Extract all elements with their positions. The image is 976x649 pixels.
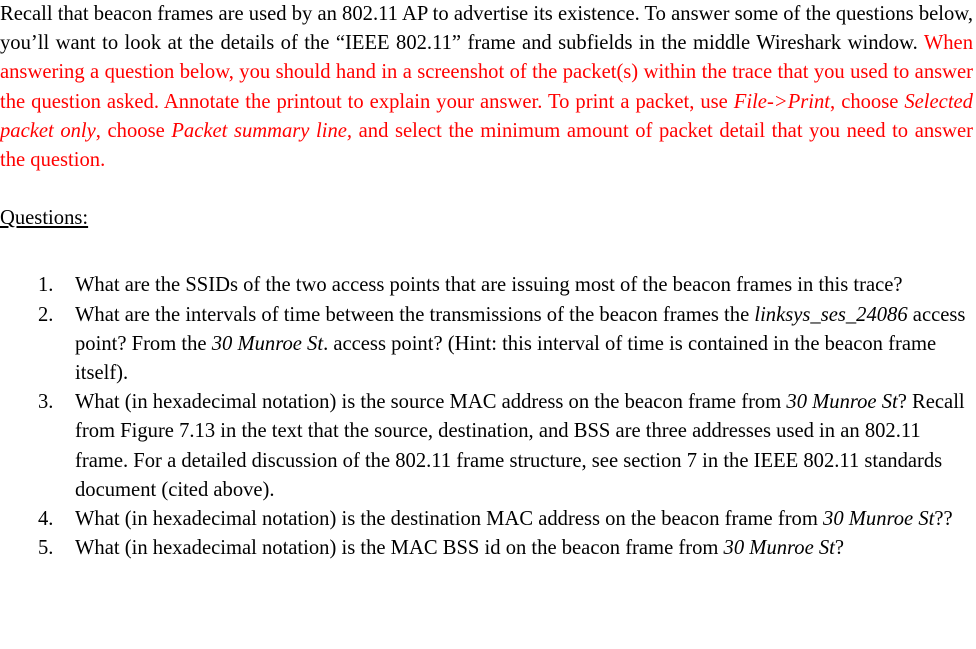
instruction-part-2: , choose [830,90,905,113]
question-text [75,304,965,384]
question-text-part: What (in hexadecimal notation) is the MAC BSS id on the beacon frame from [75,537,724,560]
list-spacer [0,233,973,271]
instruction-part-4: and select the minimum amount of packet detail that you need to answer the question. [0,119,974,172]
question-text-part: . access point? (Hint: this interval of time is contained in the beacon frame itself). [75,332,937,385]
question-text [75,391,965,501]
instruction-option-summary-line: Packet summary line, [171,119,353,142]
intro-text: Recall that beacon frames are used by an 802.11 AP to advertise its existence. To answer some of the questions below, you’ll want to look at the details of the “IEEE 802.11” frame and subfields in the middle Wireshark window. [0,3,973,55]
question-text-part: What are the intervals of time between the transmissions of the beacon frames the [75,303,755,326]
ap-name-munroe: 30 Munroe St [823,508,935,531]
ap-name-linksys: linksys_ses_24086 [754,303,908,326]
question-text: What are the SSIDs of the two access points that are issuing most of the beacon frames in this trace? [75,274,903,297]
question-text-part: ? [834,537,845,560]
intro-paragraph [0,0,973,175]
question-text-part: access point? From the [75,303,966,355]
paragraph-spacer [0,175,973,204]
question-number: 4. [38,508,54,531]
question-text-part: What (in hexadecimal notation) is the source MAC address on the beacon frame from [75,391,787,414]
instruction-menu-path: File->Print [733,90,831,113]
question-item-4 [0,505,973,534]
question-text-part: ?? [934,508,953,531]
question-item-2 [0,301,973,389]
question-text-part: ? Recall from Figure 7.13 in the text that the source, destination, and BSS are three addresses used in an 802.11 frame. For a detailed discussion of the 802.11 frame structure, see section 7 in the IEEE 802.11 standards document (cited above). [75,391,965,501]
question-text [75,508,953,530]
ap-name-munroe: 30 Munroe St [723,537,835,560]
question-item-5 [0,534,973,563]
question-item-1 [0,271,973,300]
questions-heading: Questions: [0,207,89,230]
question-item-3 [0,388,973,505]
questions-list [0,271,973,563]
ap-name-munroe: 30 Munroe St [786,391,898,414]
instruction-part-3: , choose [95,119,172,142]
ap-name-munroe: 30 Munroe St [211,332,324,355]
instruction-part-1: When answering a question below, you should hand in a screenshot of the packet(s) within the trace that you used to answer the question asked. Annotate the printout to explain your answer. To print a packet, use [0,32,973,113]
question-number: 3. [38,391,54,414]
question-number: 1. [38,274,54,297]
question-text [75,537,844,559]
instruction-option-selected-packet: Selected packet only [0,90,973,142]
question-number: 5. [38,537,54,560]
question-text-part: What (in hexadecimal notation) is the destination MAC address on the beacon frame from [75,508,824,531]
question-number: 2. [38,303,54,326]
